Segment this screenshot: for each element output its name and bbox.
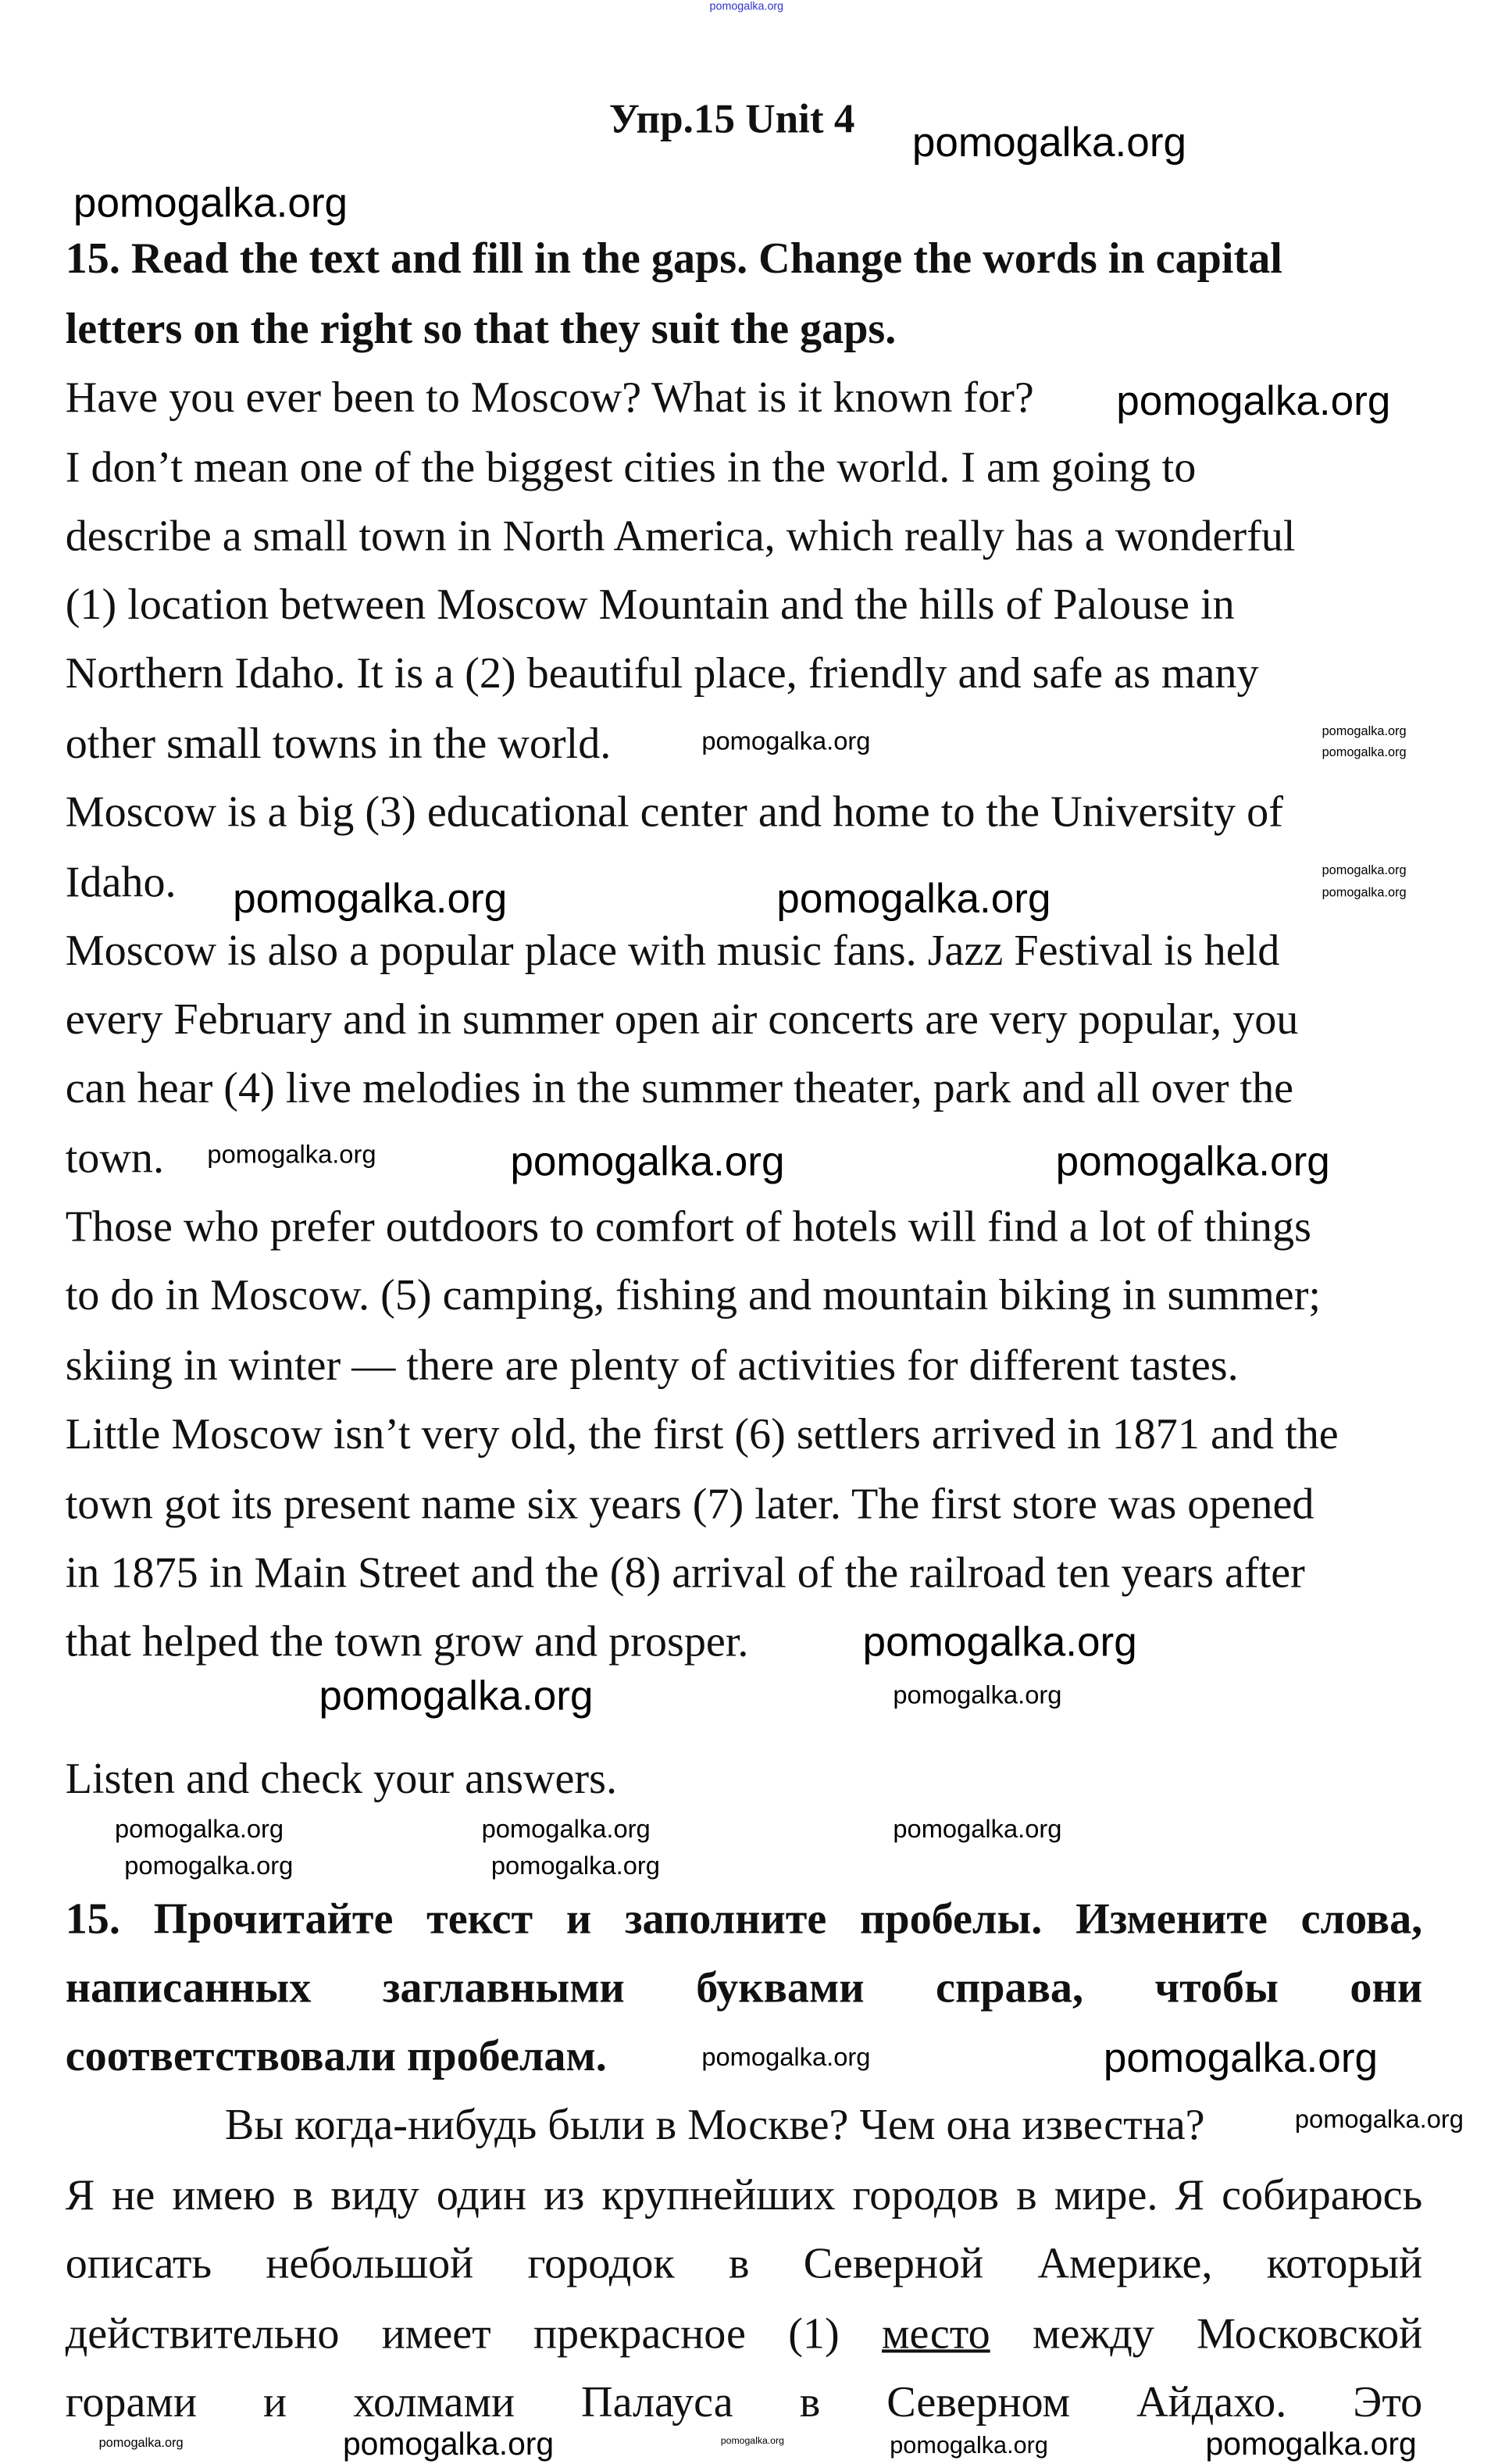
watermark: pomogalka.org	[776, 873, 1051, 923]
text-segment: действительно имеет прекрасное (1)	[65, 2308, 840, 2358]
watermark: pomogalka.org	[862, 1617, 1137, 1666]
text-line: town.	[65, 1132, 165, 1182]
text-line: skiing in winter — there are plenty of activities for different tastes.	[65, 1340, 1239, 1390]
text-line: describe a small town in North America, which really has a wonderful	[65, 510, 1296, 560]
watermark: pomogalka.org	[911, 118, 1187, 166]
watermark: pomogalka.org	[233, 873, 508, 923]
text-line: Northern Idaho. It is a (2) beautiful place, friendly and safe as many	[65, 647, 1259, 698]
text-line: can hear (4) live melodies in the summer theater, park and all over the	[65, 1062, 1294, 1112]
watermark: pomogalka.org	[1322, 885, 1407, 900]
russian-heading: 15. Прочитайте текст и заполните пробелы. Измените слова,	[65, 1893, 1423, 1943]
watermark: pomogalka.org	[1205, 2427, 1417, 2463]
text-line	[66, 2309, 1422, 2357]
watermark: pomogalka.org	[1322, 745, 1407, 759]
watermark: pomogalka.org	[115, 1816, 284, 1844]
text-line: горами и холмами Палауса в Северном Айдахо. Это	[65, 2377, 1423, 2427]
watermark: pomogalka.org	[1116, 376, 1391, 425]
watermark: pomogalka.org	[342, 2427, 555, 2463]
watermark: pomogalka.org	[1103, 2034, 1379, 2082]
answer-word: место	[882, 2308, 990, 2358]
russian-heading: соответствовали пробелам.	[65, 2030, 607, 2080]
watermark: pomogalka.org	[1294, 2107, 1464, 2134]
watermark: pomogalka.org	[1322, 862, 1407, 877]
watermark: pomogalka.org	[701, 2044, 871, 2073]
text-line: in 1875 in Main Street and the (8) arrival of the railroad ten years after	[65, 1547, 1305, 1597]
russian-heading: написанных заглавными буквами справа, чтобы они	[65, 1962, 1423, 2012]
text-line: Little Moscow isn’t very old, the first (6) settlers arrived in 1871 and the	[65, 1408, 1339, 1459]
watermark: pomogalka.org	[207, 1141, 376, 1170]
watermark: pomogalka.org	[893, 1816, 1062, 1844]
text-line: описать небольшой городок в Северной Америке, который	[65, 2237, 1423, 2287]
text-line: to do in Moscow. (5) camping, fishing and mountain biking in summer;	[65, 1269, 1322, 1319]
english-heading: 15. Read the text and fill in the gaps. Change the words in capital	[65, 233, 1282, 283]
text-line: Have you ever been to Moscow? What is it known for?	[65, 371, 1034, 422]
watermark: pomogalka.org	[893, 1682, 1062, 1710]
text-line: I don’t mean one of the biggest cities in the world. I am going to	[65, 441, 1197, 491]
text-line: every February and in summer open air concerts are very popular, you	[65, 993, 1299, 1044]
watermark: pomogalka.org	[890, 2432, 1048, 2460]
text-segment: между Московской	[1032, 2308, 1423, 2358]
watermark: pomogalka.org	[1322, 723, 1407, 739]
text-line: that helped the town grow and prosper.	[65, 1616, 749, 1666]
watermark: pomogalka.org	[510, 1137, 785, 1185]
watermark: pomogalka.org	[701, 729, 871, 756]
english-heading: letters on the right so that they suit the gaps.	[65, 302, 897, 353]
listen-instruction: Listen and check your answers.	[65, 1752, 618, 1803]
watermark: pomogalka.org	[98, 2435, 184, 2451]
text-line: other small towns in the world.	[65, 717, 612, 768]
text-line: town got its present name six years (7) later. The first store was opened	[65, 1478, 1314, 1528]
text-line: Moscow is a big (3) educational center and home to the University of	[65, 786, 1283, 836]
watermark: pomogalka.org	[319, 1671, 594, 1719]
watermark: pomogalka.org	[709, 2, 784, 13]
watermark: pomogalka.org	[481, 1816, 651, 1844]
watermark: pomogalka.org	[490, 1853, 660, 1881]
text-line: Those who prefer outdoors to comfort of hotels will find a lot of things	[65, 1201, 1311, 1251]
text-line: Idaho.	[65, 856, 177, 906]
text-line: Я не имею в виду один из крупнейших городов в мире. Я собираюсь	[65, 2169, 1423, 2219]
watermark: pomogalka.org	[73, 178, 348, 227]
watermark: pomogalka.org	[720, 2437, 784, 2447]
text-line: Moscow is also a popular place with music fans. Jazz Festival is held	[65, 925, 1280, 975]
text-line: (1) location between Moscow Mountain and the hills of Palouse in	[65, 579, 1235, 629]
page-title: Упр.15 Unit 4	[608, 95, 855, 142]
watermark: pomogalka.org	[124, 1853, 294, 1881]
watermark: pomogalka.org	[1055, 1137, 1330, 1185]
text-line: Вы когда-нибудь были в Москве? Чем она известна?	[224, 2098, 1205, 2149]
